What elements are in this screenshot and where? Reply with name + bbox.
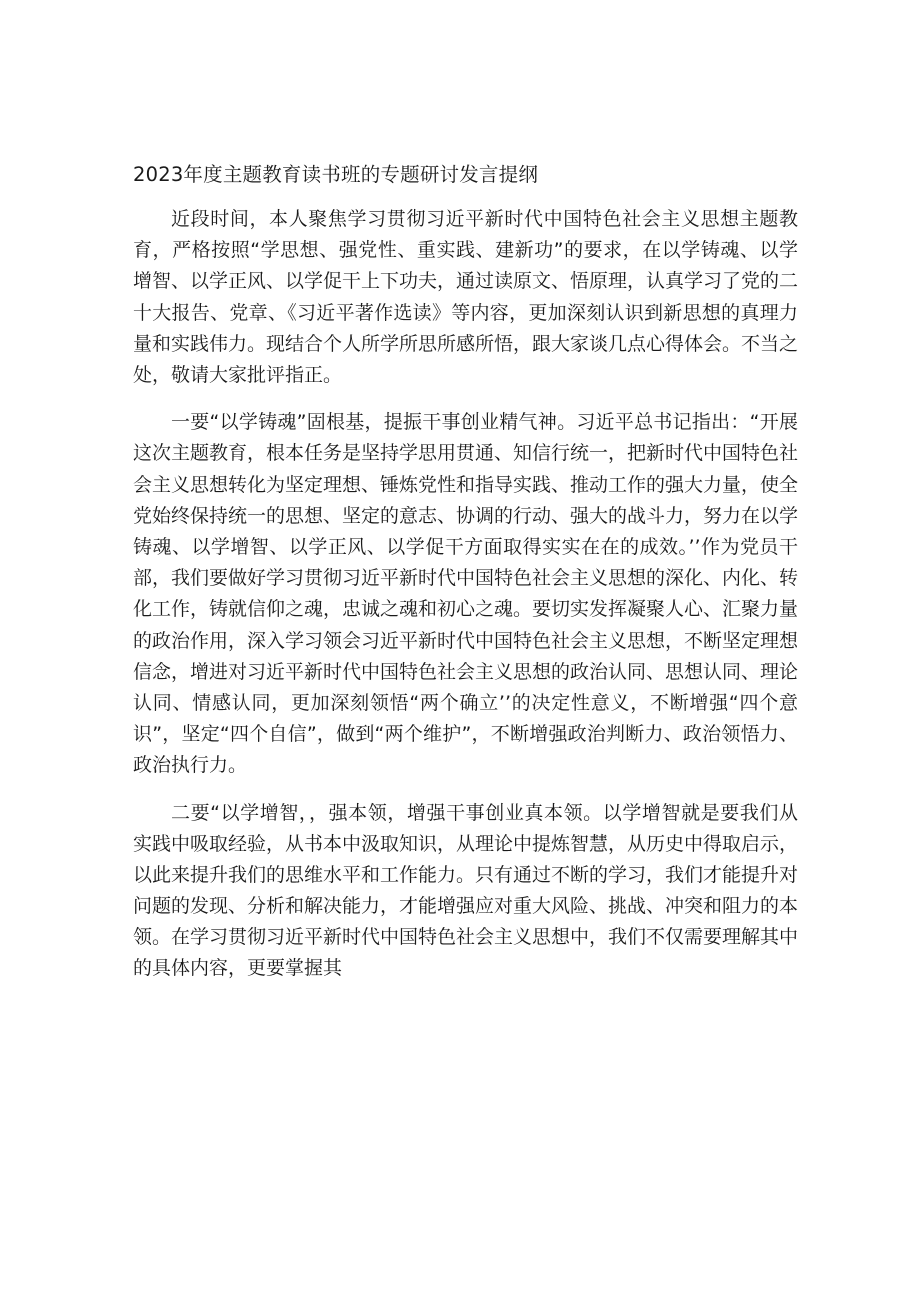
document-title: 2023年度主题教育读书班的专题研讨发言提纲 bbox=[133, 163, 539, 186]
paragraph-point-two: 二要“以学增智，，强本领，增强干事创业真本领。以学增智就是要我们从实践中吸取经验，从书本中汲取知识，从理论中提炼智慧，从历史中得取启示，以此来提升我们的思维水平和工作能力。只有通过不断的学习，我们才能提升对问题的发现、分析和解决能力，才能增强应对重大风险、挑战、冲突和阻力的本领。在学习贯彻习近平新时代中国特色社会主义思想中，我们不仅需要理解其中的具体内容，更要掌握其 bbox=[133, 801, 799, 979]
paragraph-intro: 近段时间，本人聚焦学习贯彻习近平新时代中国特色社会主义思想主题教育，严格按照“学思想、强党性、重实践、建新功”的要求，在以学铸魂、以学增智、以学正风、以学促干上下功夫，通过读原文、悟原理，认真学习了党的二十大报告、党章、《习近平著作选读》等内容，更加深刻认识到新思想的真理力量和实践伟力。现结合个人所学所思所感所悟，跟大家谈几点心得体会。不当之处，敬请大家批评指正。 bbox=[133, 208, 799, 387]
document-body bbox=[133, 160, 798, 1000]
paragraph-point-one: 一要“以学铸魂”固根基，提振干事创业精气神。习近平总书记指出：“开展这次主题教育，根本任务是坚持学思用贯通、知信行统一，把新时代中国特色社会主义思想转化为坚定理想、锤炼党性和指导实践、推动工作的强大力量，使全党始终保持统一的思想、坚定的意志、协调的行动、强大的战斗力，努力在以学铸魂、以学增智、以学正风、以学促干方面取得实实在在的成效。’’作为党员干部，我们要做好学习贯彻习近平新时代中国特色社会主义思想的深化、内化、转化工作，铸就信仰之魂，忠诚之魂和初心之魂。要切实发挥凝聚人心、汇聚力量的政治作用，深入学习领会习近平新时代中国特色社会主义思想，不断坚定理想信念，增进对习近平新时代中国特色社会主义思想的政治认同、思想认同、理论认同、情感认同，更加深刻领悟“两个确立’’的决定性意义，不断增强“四个意识”，坚定“四个自信”，做到“两个维护”，不断增强政治判断力、政治领悟力、政治执行力。 bbox=[133, 411, 799, 777]
